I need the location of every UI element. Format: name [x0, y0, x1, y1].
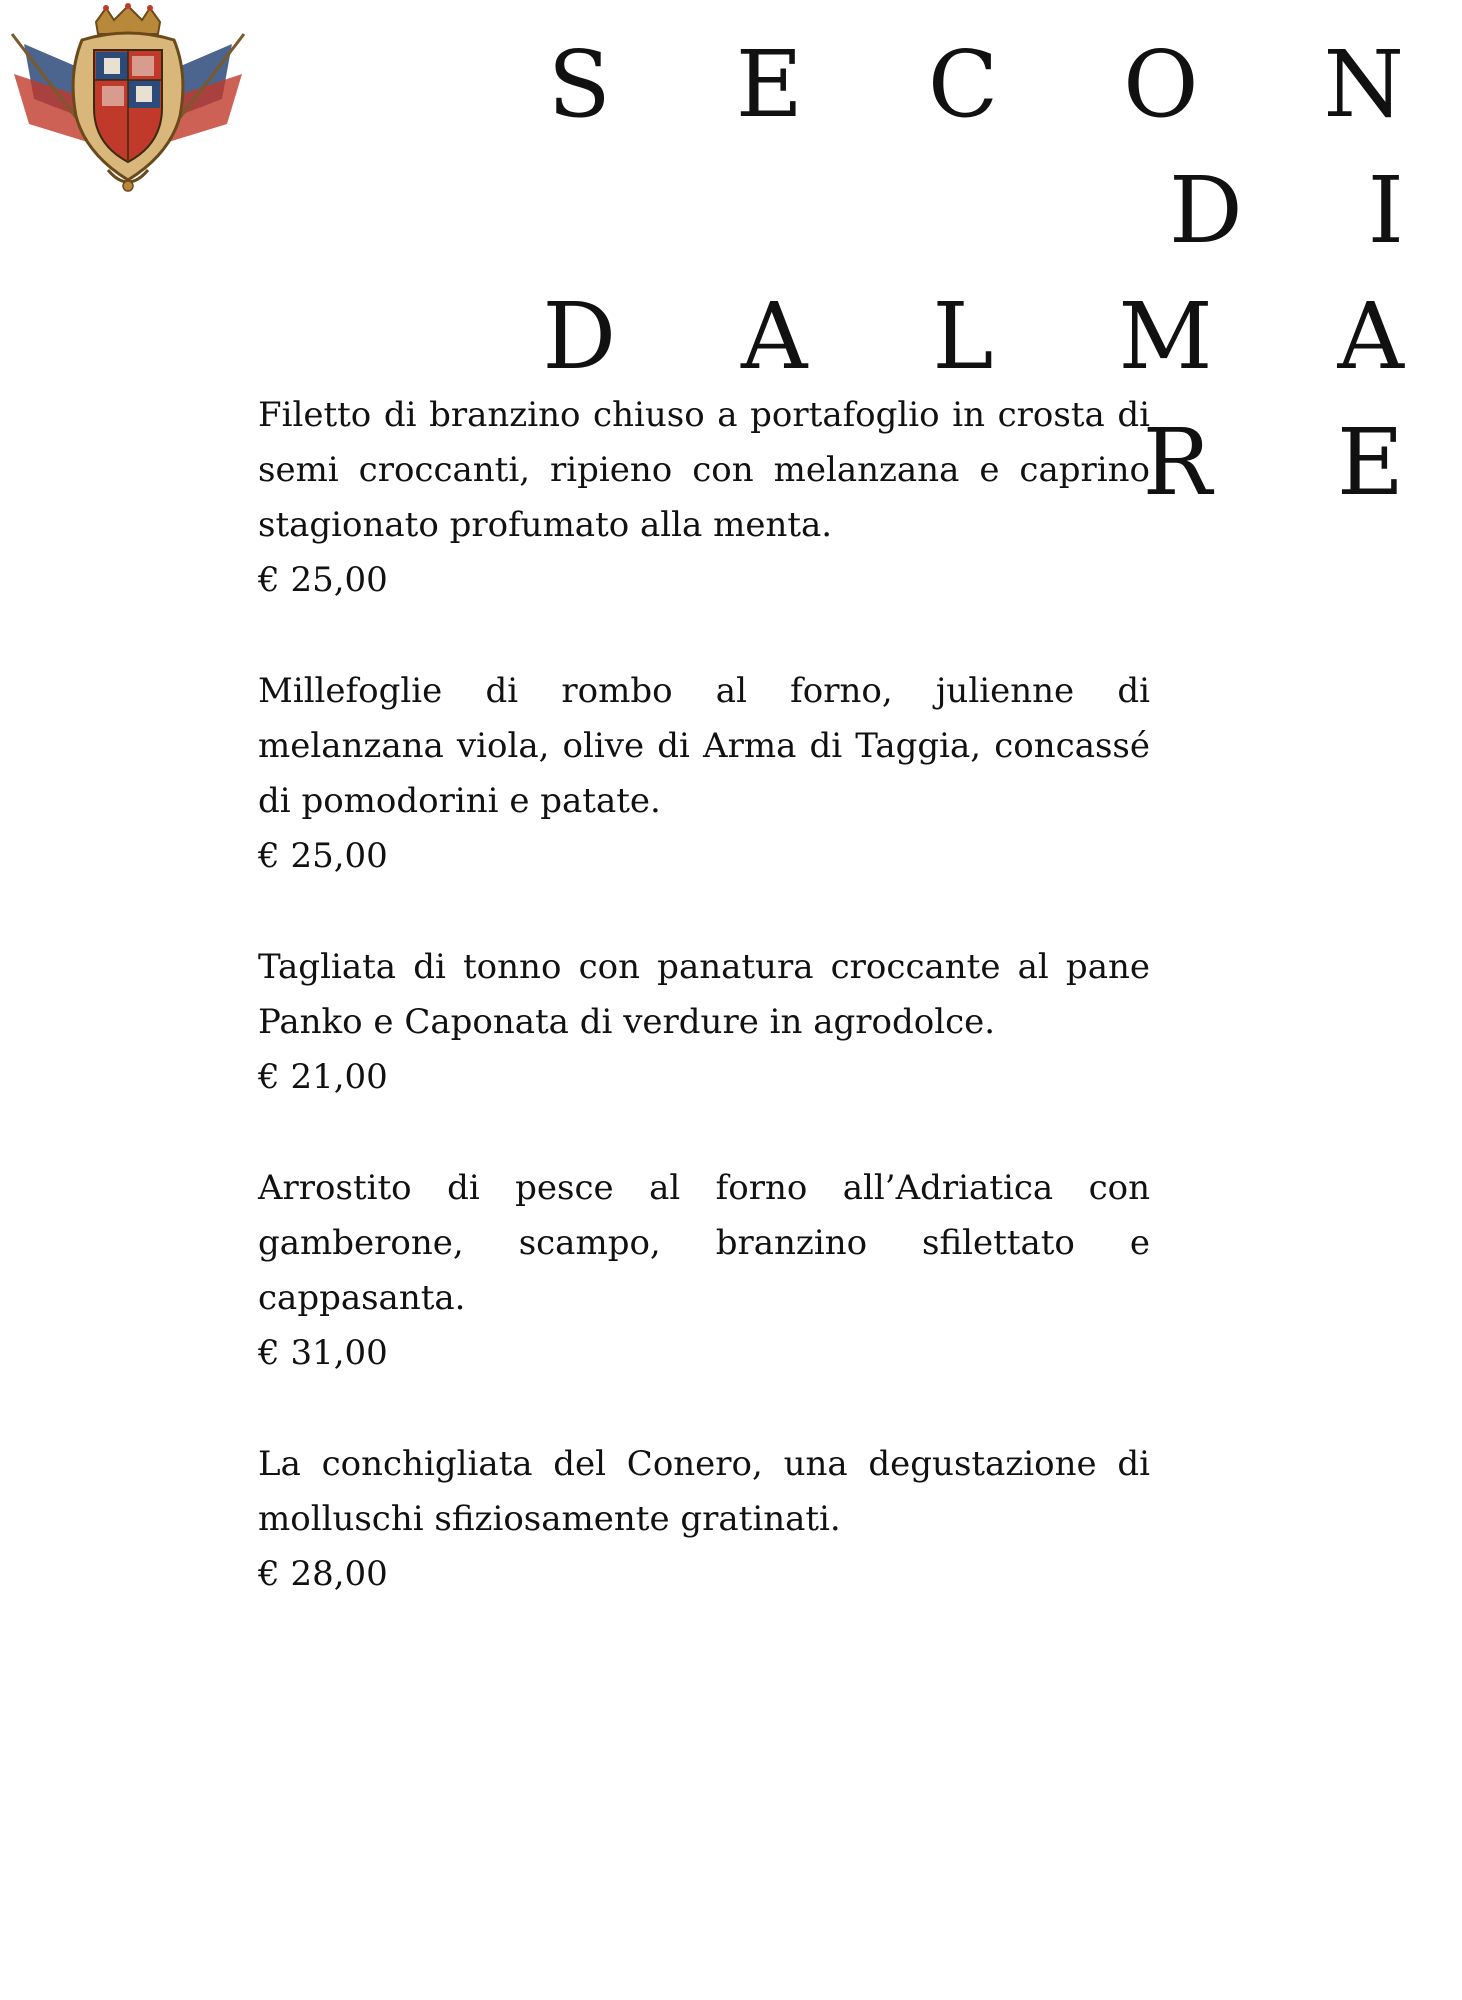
menu-list [258, 388, 1150, 1658]
crown-icon [96, 3, 160, 34]
menu-item-description: Tagliata di tonno con panatura croccante al pane Panko e Caponata di verdure in agrodolce. [258, 947, 1150, 1042]
menu-item [258, 388, 1150, 608]
menu-item-description: Millefoglie di rombo al forno, julienne di melanzana viola, olive di Arma di Taggia, concassé di pomodorini e patate. [258, 671, 1150, 821]
menu-item-description: Filetto di branzino chiuso a portafoglio in crosta di semi croccanti, ripieno con melanzana e caprino stagionato profumato alla menta. [258, 395, 1150, 545]
menu-item-price: € 25,00 [258, 560, 388, 600]
menu-item-price: € 31,00 [258, 1333, 388, 1373]
menu-item-description: Arrostito di pesce al forno all’Adriatica con gamberone, scampo, branzino sfilettato e cappasanta. [258, 1168, 1150, 1318]
menu-item-price: € 25,00 [258, 836, 388, 876]
menu-item-price: € 21,00 [258, 1057, 388, 1097]
menu-item [258, 664, 1150, 884]
menu-item-description: La conchigliata del Conero, una degustazione di molluschi sfiziosamente gratinati. [258, 1444, 1150, 1539]
menu-item [258, 1161, 1150, 1381]
menu-item-price: € 28,00 [258, 1554, 388, 1594]
menu-item [258, 1437, 1150, 1602]
menu-item [258, 940, 1150, 1105]
coat-of-arms-logo [4, 4, 252, 196]
title-line-1: S E C O N D I [547, 31, 1452, 264]
title-line-2: D A L M A R E [542, 283, 1452, 516]
